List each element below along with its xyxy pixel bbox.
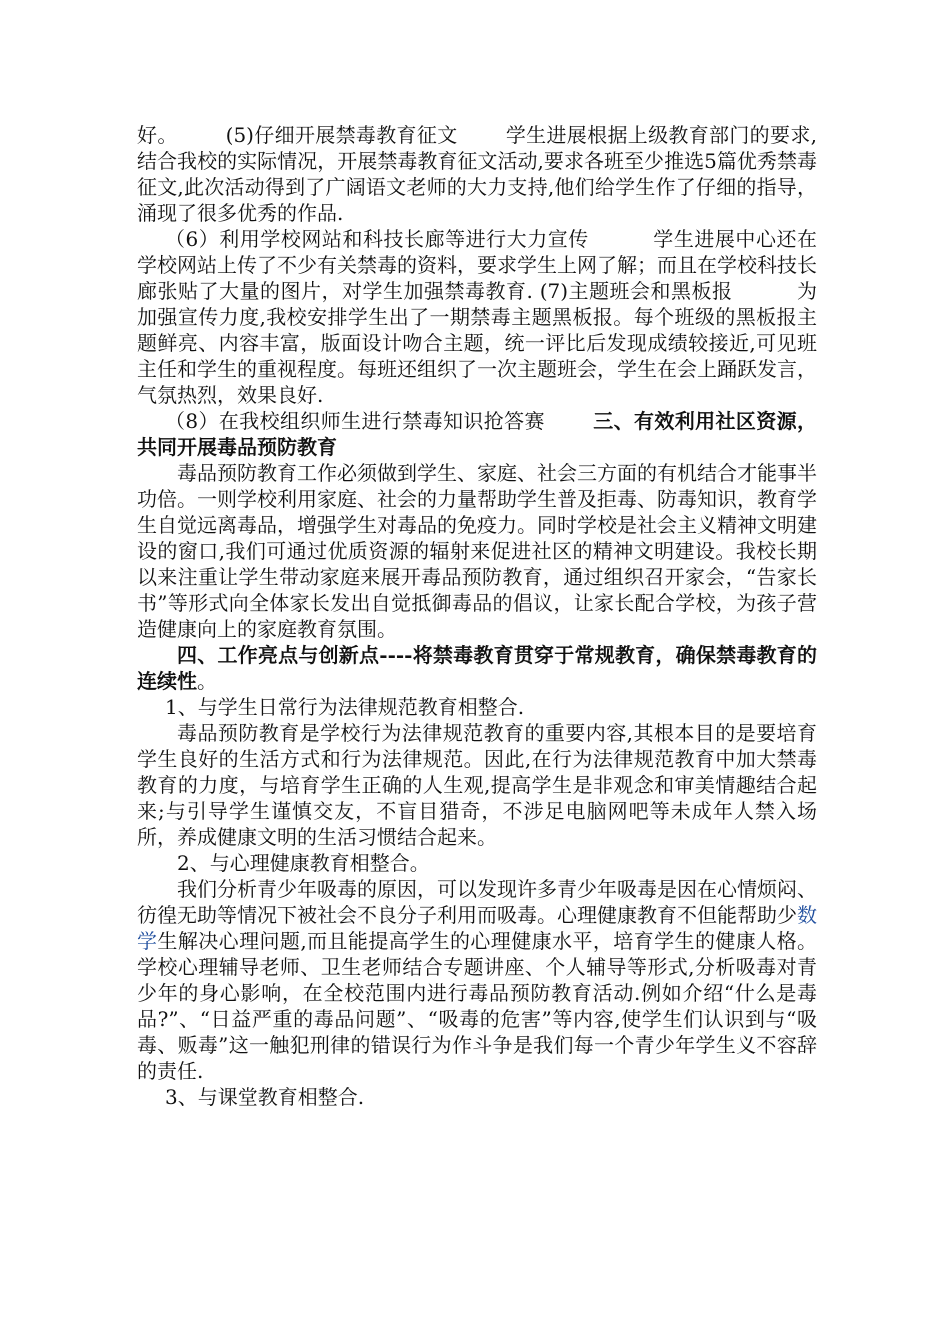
paragraph-mental-health bbox=[137, 876, 817, 1084]
document-body bbox=[137, 122, 817, 1110]
text-run: (7)主题班会和黑板报 bbox=[539, 279, 733, 303]
subheading-mental-health: 2、与心理健康教育相整合。 bbox=[177, 851, 430, 875]
section-heading-three: 三、有效利用社区资源，共同开展毒品预防教育 bbox=[137, 409, 817, 459]
section-heading-four: 四、工作亮点与创新点----将禁毒教育贯穿于常规教育，确保禁毒教育的连续性 bbox=[137, 643, 817, 693]
text-run: 学生进展中心还在学校网站上传了不少有关禁毒的资料，要求学生上网了解；而且在学校科技长廊张贴了大量的图片，对学生加强禁毒教育. bbox=[137, 227, 817, 303]
subheading-behavior-norms: 1、与学生日常行为法律规范教育相整合. bbox=[165, 695, 525, 719]
paragraph-behavior-norms: 毒品预防教育是学校行为法律规范教育的重要内容,其根本目的是要培育学生良好的生活方式和行为法律规范。因此,在行为法律规范教育中加大禁毒教育的力度，与培育学生正确的人生观,提高学生是非观念和审美情趣结合起来;与引导学生谨慎交友，不盲目猎奇，不涉足电脑网吧等未成年人禁入场所，养成健康文明的生活习惯结合起来。 bbox=[137, 721, 817, 849]
subheading-classroom: 3、与课堂教育相整合. bbox=[165, 1085, 365, 1109]
paragraph-website-promotion bbox=[137, 226, 817, 408]
paragraph-community-resources: 毒品预防教育工作必须做到学生、家庭、社会三方面的有机结合才能事半功倍。一则学校利用家庭、社会的力量帮助学生普及拒毒、防毒知识，教育学生自觉远离毒品，增强学生对毒品的免疫力。同时学校是社会主义精神文明建设的窗口,我们可通过优质资源的辐射来促进社区的精神文明建设。我校长期以来注重让学生带动家庭来展开毒品预防教育，通过组织召开家会，“告家长书”等形式向全体家长发出自觉抵御毒品的倡议，让家长配合学校，为孩子营造健康向上的家庭教育氛围。 bbox=[137, 461, 817, 641]
paragraph-quiz-and-section-three bbox=[137, 408, 817, 460]
text-run: 好。 bbox=[137, 123, 178, 147]
text-run: （8）在我校组织师生进行禁毒知识抢答赛 bbox=[165, 409, 545, 433]
math-link[interactable]: 数学 bbox=[137, 903, 817, 953]
text-run: 为加强宣传力度,我校安排学生出了一期禁毒主题黑板报。每个班级的黑板报主题鲜亮、内容丰富，版面设计吻合主题，统一评比后发现成绩较接近,可见班主任和学生的重视程度。每班还组织了一次主题班会，学生在会上踊跃发言，气氛热烈，效果良好. bbox=[137, 279, 817, 407]
text-run: 学生进展根据上级教育部门的要求,结合我校的实际情况，开展禁毒教育征文活动,要求各班至少推选5篇优秀禁毒征文,此次活动得到了广阔语文老师的大力支持,他们给学生作了仔细的指导，涌现了很多优秀的作品. bbox=[137, 123, 818, 225]
paragraph-section-four bbox=[137, 642, 817, 694]
paragraph-essay-activity bbox=[137, 122, 817, 226]
text-run: 我们分析青少年吸毒的原因，可以发现许多青少年吸毒是因在心情烦闷、彷徨无助等情况下被社会不良分子利用而吸毒。心理健康教育不但能帮助少 bbox=[137, 877, 817, 927]
text-run: 生解决心理问题,而且能提高学生的心理健康水平，培育学生的健康人格。学校心理辅导老师、卫生老师结合专题讲座、个人辅导等形式,分析吸毒对青少年的身心影响，在全校范围内进行毒品预防教育活动.例如介绍“什么是毒品?”、“日益严重的毒品问题”、“吸毒的危害”等内容,使学生们认识到与“吸毒、贩毒”这一触犯刑律的错误行为作斗争是我们每一个青少年学生义不容辞的责任. bbox=[137, 929, 818, 1083]
text-run: (5)仔细开展禁毒教育征文 bbox=[225, 123, 458, 147]
text-run: （6）利用学校网站和科技长廊等进行大力宣传 bbox=[165, 227, 589, 251]
text-run: 。 bbox=[197, 669, 217, 693]
